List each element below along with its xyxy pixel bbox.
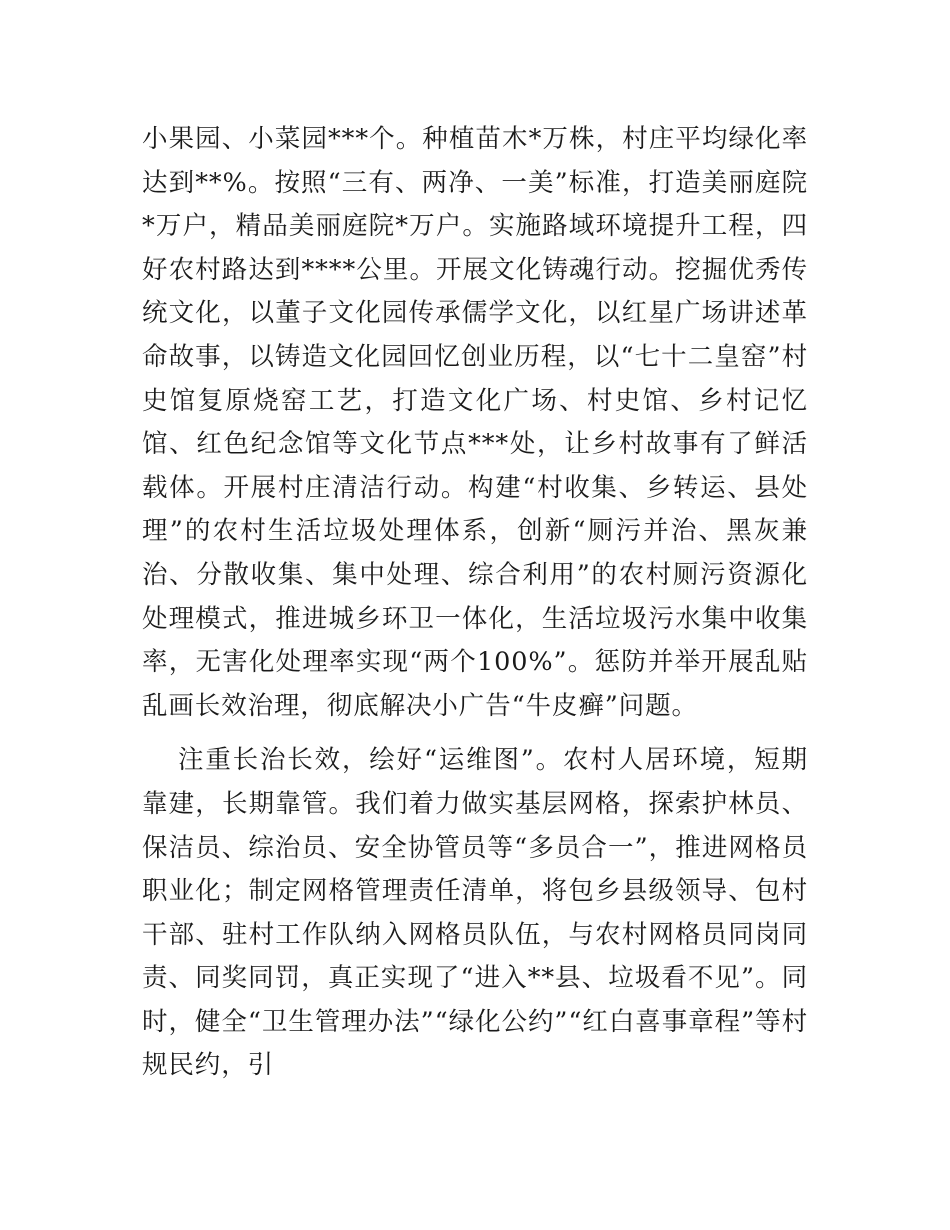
paragraph-continuation: 小果园、小菜园***个。种植苗木*万株，村庄平均绿化率达到**%。按照“三有、两净、一美”标准，打造美丽庭院*万户，精品美丽庭院*万户。实施路域环境提升工程，四好农村路达到****公里。开展文化铸魂行动。挖掘优秀传统文化，以董子文化园传承儒学文化，以红星广场讲述革命故事，以铸造文化园回忆创业历程，以“七十二皇窑”村史馆复原烧窑工艺，打造文化广场、村史馆、乡村记忆馆、红色纪念馆等文化节点***处，让乡村故事有了鲜活载体。开展村庄清洁行动。构建“村收集、乡转运、县处理”的农村生活垃圾处理体系，创新“厕污并治、黑灰兼治、分散收集、集中处理、综合利用”的农村厕污资源化处理模式，推进城乡环卫一体化，生活垃圾污水集中收集率，无害化处理率实现“两个100%”。惩防并举开展乱贴乱画长效治理，彻底解决小广告“牛皮癣”问题。 bbox=[142, 124, 808, 721]
document-body bbox=[142, 118, 808, 1088]
paragraph-long-term-governance: 注重长治长效，绘好“运维图”。农村人居环境，短期靠建，长期靠管。我们着力做实基层网格，探索护林员、保洁员、综治员、安全协管员等“多员合一”，推进网格员职业化；制定网格管理责任清单，将包乡县级领导、包村干部、驻村工作队纳入网格员队伍，与农村网格员同岗同责、同奖同罚，真正实现了“进入**县、垃圾看不见”。同时，健全“卫生管理办法”“绿化公约”“红白喜事章程”等村规民约，引 bbox=[142, 745, 808, 1081]
